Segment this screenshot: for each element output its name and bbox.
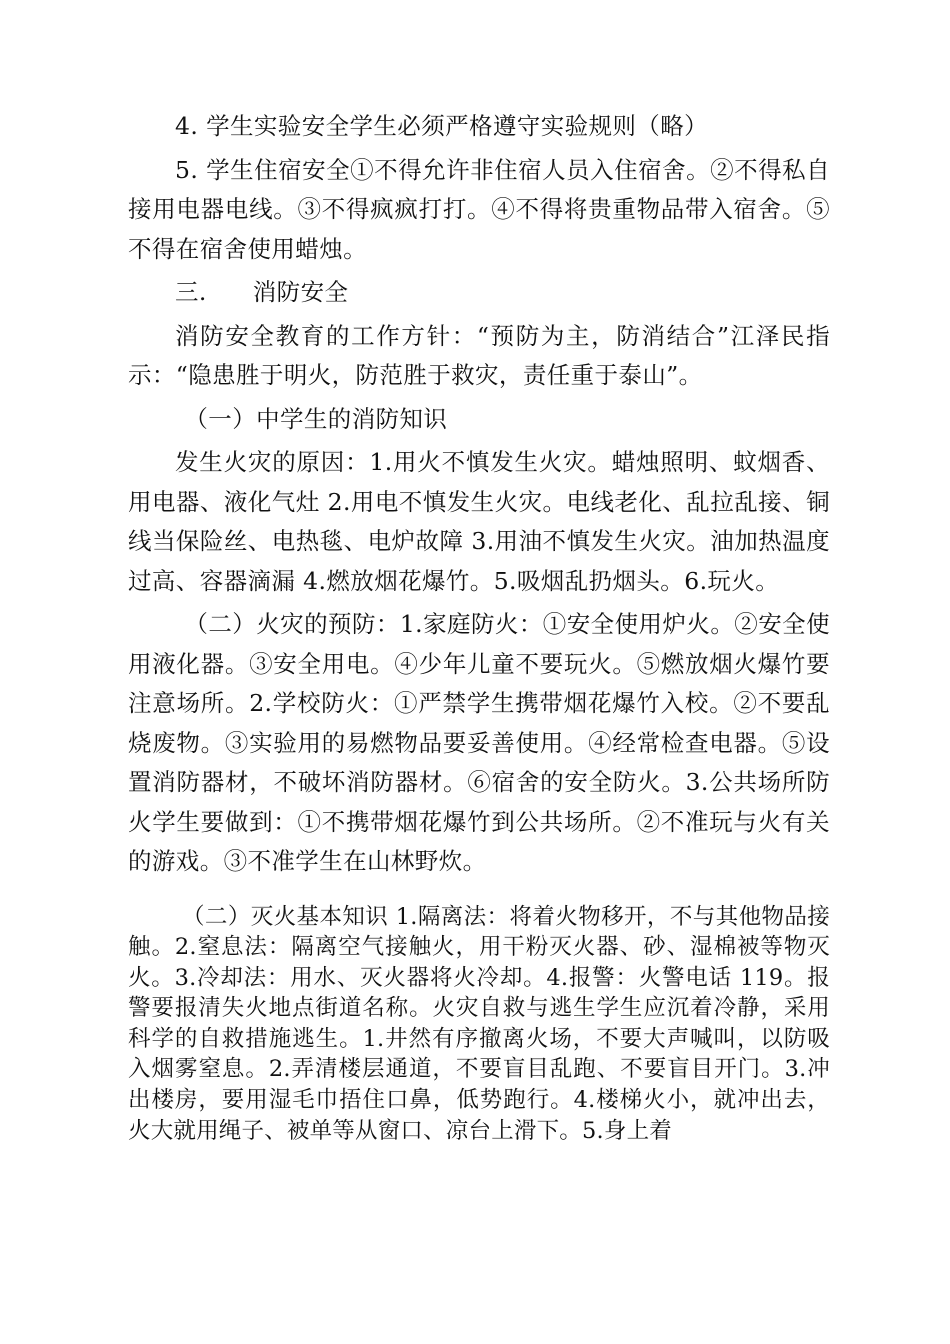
paragraph-fire-prevention: （二）火灾的预防：1.家庭防火：①安全使用炉火。②安全使用液化器。③安全用电。④少年儿童不要玩火。⑤燃放烟火爆竹要注意场所。2.学校防火：①严禁学生携带烟花爆竹入校。②不要乱烧废物。③实验用的易燃物品要妥善使用。④经常检查电器。⑤设置消防器材，不破坏消防器材。⑥宿舍的安全防火。3.公共场所防火学生要做到：①不携带烟花爆竹到公共场所。②不准玩与火有关的游戏。③不准学生在山林野炊。 <box>128 610 830 875</box>
subheading-fire-knowledge: （一）中学生的消防知识 <box>184 404 448 433</box>
document-body <box>128 107 830 1146</box>
section-number: 三. <box>175 278 207 306</box>
section-title: 消防安全 <box>252 278 349 306</box>
paragraph-lab-safety: 4. 学生实验安全学生必须严格遵守实验规则（略） <box>175 112 708 140</box>
paragraph-fire-policy: 消防安全教育的工作方针：“预防为主，防消结合”江泽民指示：“隐患胜于明火，防范胜于救灾，责任重于泰山”。 <box>128 321 830 389</box>
section-heading-fire-safety <box>128 273 830 313</box>
paragraph-dorm-safety: 5. 学生住宿安全①不得允许非住宿人员入住宿舍。②不得私自接用电器电线。③不得疯疯打打。④不得将贵重物品带入宿舍。⑤不得在宿舍使用蜡烛。 <box>128 155 830 263</box>
paragraph-firefighting-basics: （二）灭火基本知识 1.隔离法：将着火物移开，不与其他物品接触。2.窒息法：隔离空气接触火，用干粉灭火器、砂、湿棉被等物灭火。3.冷却法：用水、灭火器将火冷却。4.报警：火警电话 119。报警要报清失火地点街道名称。火灾自救与逃生学生应沉着冷静，采用科学的自救措施逃生。1.井然有序撤离火场，不要大声喊叫，以防吸入烟雾窒息。2.弄清楼层通道，不要盲目乱跑、不要盲目开门。3.冲出楼房，要用湿毛巾捂住口鼻，低势跑行。4.楼梯火小，就冲出去，火大就用绳子、被单等从窗口、凉台上滑下。5.身上着 <box>128 903 830 1144</box>
paragraph-fire-causes: 发生火灾的原因：1.用火不慎发生火灾。蜡烛照明、蚊烟香、用电器、液化气灶 2.用电不慎发生火灾。电线老化、乱拉乱接、铜线当保险丝、电热毯、电炉故障 3.用油不慎发生火灾。油加热温度过高、容器滴漏 4.燃放烟花爆竹。5.吸烟乱扔烟头。6.玩火。 <box>128 448 830 595</box>
